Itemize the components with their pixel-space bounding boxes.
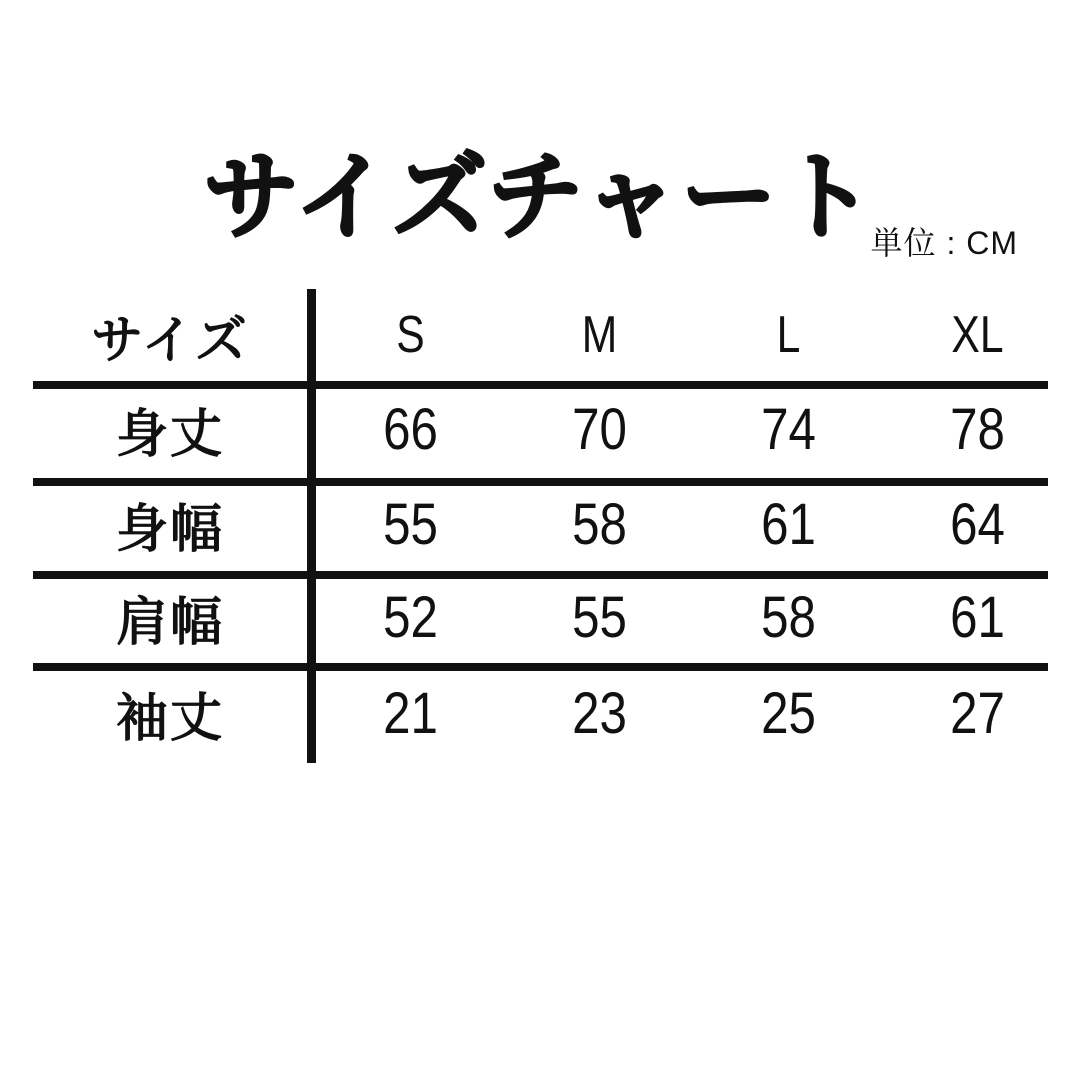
unit-label: 単位 : CM — [870, 225, 1018, 261]
cell-body-length-xl: 78 — [950, 397, 1005, 462]
column-header-l: L — [776, 306, 801, 364]
column-header-s: S — [396, 306, 425, 364]
divider-spacer — [307, 478, 316, 571]
cell-body-width-m: 58 — [572, 492, 627, 557]
cell-sleeve-length-s: 21 — [383, 680, 438, 746]
size-table — [33, 289, 1072, 763]
cell-body-width-s: 55 — [383, 492, 438, 557]
cell-body-length-s: 66 — [383, 397, 438, 462]
cell-body-length-m: 70 — [572, 397, 627, 462]
column-header-xl: XL — [951, 306, 1004, 364]
column-header-m: M — [581, 306, 618, 364]
cell-sleeve-length-l: 25 — [761, 680, 816, 746]
cell-shoulder-width-m: 55 — [572, 584, 627, 650]
cell-shoulder-width-xl: 61 — [950, 584, 1005, 650]
divider-spacer — [307, 663, 316, 763]
divider-spacer — [307, 289, 316, 381]
row-label-shoulder-width: 肩幅 — [115, 593, 224, 652]
cell-sleeve-length-xl: 27 — [950, 680, 1005, 746]
row-label-sleeve-length: 袖丈 — [115, 689, 224, 748]
cell-body-width-l: 61 — [761, 492, 816, 557]
page-title: サイズチャート — [203, 144, 877, 251]
cell-body-width-xl: 64 — [950, 492, 1005, 557]
cell-sleeve-length-m: 23 — [572, 680, 627, 746]
table-header-size-label: サイズ — [91, 311, 249, 370]
cell-shoulder-width-s: 52 — [383, 584, 438, 650]
divider-spacer — [307, 381, 316, 478]
cell-shoulder-width-l: 58 — [761, 584, 816, 650]
divider-spacer — [307, 571, 316, 663]
row-label-body-width: 身幅 — [115, 501, 224, 559]
row-label-body-length: 身丈 — [115, 406, 224, 464]
cell-body-length-l: 74 — [761, 397, 816, 462]
